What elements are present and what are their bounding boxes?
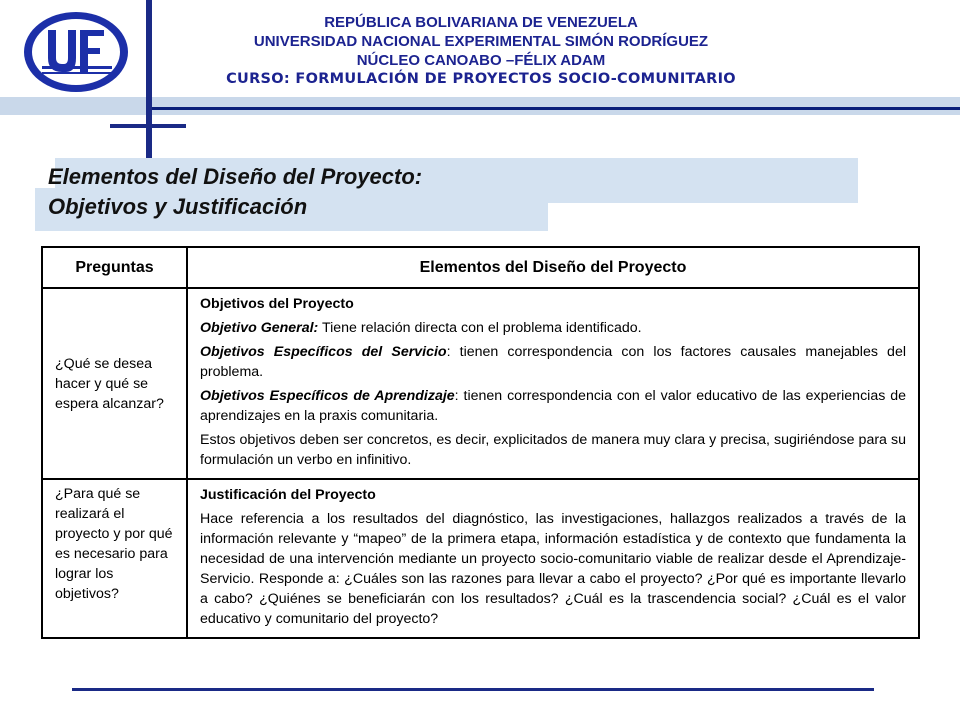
short-rule [110,124,186,128]
col-header-preguntas: Preguntas [42,247,187,288]
table-row [42,479,919,638]
footer-rule [72,688,874,691]
objectives-heading: Objetivos del Proyecto [200,296,354,312]
design-elements-table [41,246,920,639]
objectives-note: Estos objetivos deben ser concretos, es decir, explicitados de manera muy clara y precisa, sugiriéndose para su formulación un verbo en infinitivo. [200,432,906,468]
col-header-elementos: Elementos del Diseño del Proyecto [187,247,919,288]
header-course: CURSO: FORMULACIÓN DE PROYECTOS SOCIO-COMUNITARIO [226,71,736,87]
header-line-1: REPÚBLICA BOLIVARIANA DE VENEZUELA [324,14,638,31]
vertical-rule [146,0,152,160]
general-text: Tiene relación directa con el problema identificado. [318,320,642,336]
header-line-2: UNIVERSIDAD NACIONAL EXPERIMENTAL SIMÓN RODRÍGUEZ [253,33,709,50]
content-cell [187,288,919,479]
title-line-1: Elementos del Diseño del Proyecto: [48,164,423,189]
justification-text: Hace referencia a los resultados del diagnóstico, las investigaciones, hallazgos realizados a través de la información relevante y “mapeo” de la primera etapa, información estadística y de contexto que fundamenta la necesidad de una intervención mediante un proyecto socio-comunitario viable de realizar desde el Aprendizaje-Servicio. Responde a: ¿Cuáles son las razones para llevar a cabo el proyecto? ¿Por qué es importante llevarlo a cabo? ¿Quiénes se beneficiarán con los resultados? ¿Cuál es la trascendencia social? ¿Cuál es el valor educativo y comunitario del proyecto? [200,511,906,627]
institution-header [186,13,776,89]
general-label: Objetivo General: [200,320,319,336]
justification-heading: Justificación del Proyecto [200,487,376,503]
slide-title [48,162,422,222]
table-row [42,288,919,479]
learning-label: Objetivos Específicos de Aprendizaje [200,388,455,404]
learning-objectives [200,386,906,426]
header-rule [150,107,960,110]
university-logo [20,8,132,96]
general-objective [200,318,906,338]
question-cell: ¿Para qué se realizará el proyecto y por qué es necesario para lograr los objetivos? [42,479,187,638]
header-line-3: NÚCLEO CANOABO –FÉLIX ADAM [356,52,606,69]
title-line-2: Objetivos y Justificación [48,194,308,219]
table-header-row [42,247,919,288]
learning-text: : tienen correspondencia con el valor educativo de las experiencias de aprendizajes en la praxis comunitaria. [200,388,906,424]
service-label: Objetivos Específicos del Servicio [200,344,447,360]
service-text: : tienen correspondencia con los factores causales manejables del problema. [200,344,906,380]
question-cell: ¿Qué se desea hacer y qué se espera alcanzar? [42,288,187,479]
service-objectives [200,342,906,382]
header-band [0,97,960,115]
content-cell [187,479,919,638]
